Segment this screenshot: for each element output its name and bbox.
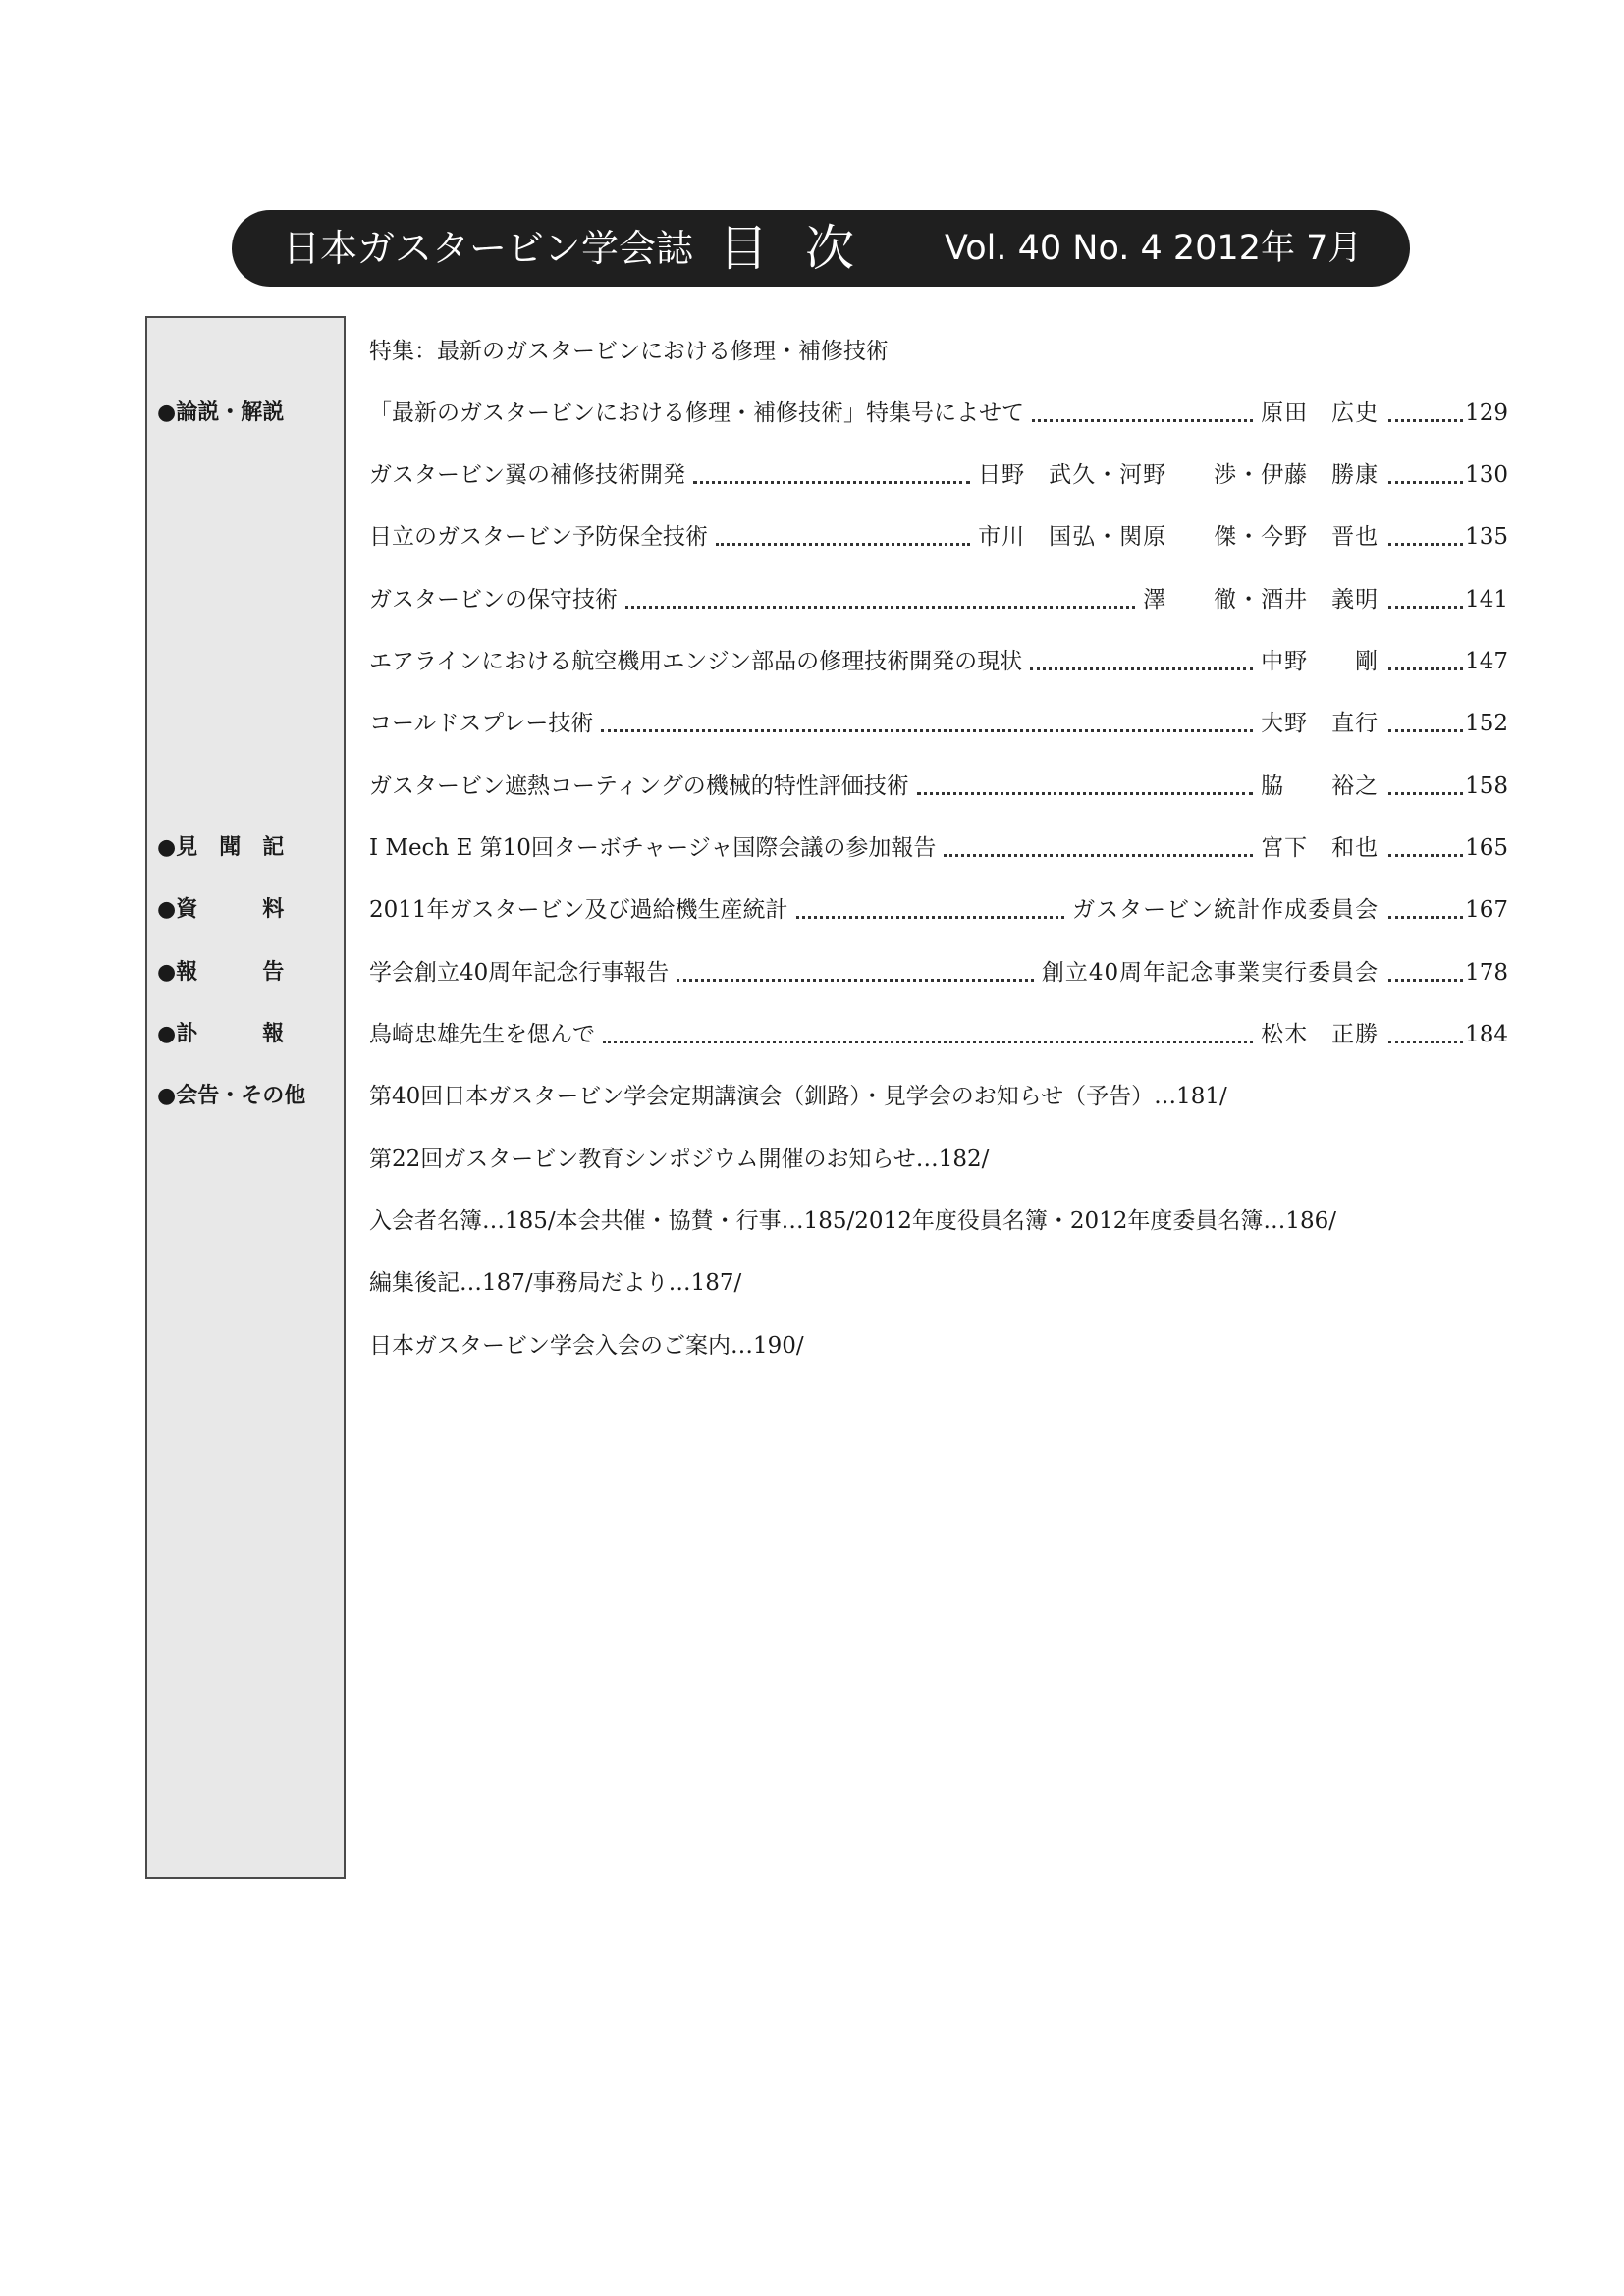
section-label-fuho: ●訃 報 xyxy=(157,1022,285,1046)
journal-title: 日本ガスタービン学会誌 xyxy=(283,227,694,270)
notice-item[interactable]: 日本ガスタービン学会入会のご案内…190/ xyxy=(369,1333,804,1359)
entry-page: 129 xyxy=(1465,400,1508,426)
dot-leader xyxy=(677,977,1034,982)
dot-leader xyxy=(1388,417,1463,422)
entry-title: 2011年ガスタービン及び過給機生産統計 xyxy=(369,897,788,923)
dot-leader xyxy=(1388,541,1463,546)
entry-title: 学会創立40周年記念行事報告 xyxy=(369,960,670,986)
entry-title: コールドスプレー技術 xyxy=(369,711,594,736)
entry-title: 鳥崎忠雄先生を偲んで xyxy=(369,1022,595,1047)
entry-author: 松木 正勝 xyxy=(1261,1022,1380,1047)
entry-author: 創立40周年記念事業実行委員会 xyxy=(1041,960,1380,986)
notice-item[interactable]: 第22回ガスタービン教育シンポジウム開催のお知らせ…182/ xyxy=(369,1147,990,1172)
bullet-icon: ● xyxy=(157,835,177,860)
dot-leader xyxy=(1388,666,1463,670)
dot-leader xyxy=(1388,479,1463,484)
entry-page: 135 xyxy=(1465,524,1508,550)
entry-title: エアラインにおける航空機用エンジン部品の修理技術開発の現状 xyxy=(369,649,1023,674)
entry-page: 130 xyxy=(1465,462,1508,488)
entry-page: 141 xyxy=(1465,587,1508,613)
toc-entry[interactable] xyxy=(369,1015,1508,1054)
notice-item[interactable]: 編集後記…187/事務局だより…187/ xyxy=(369,1270,742,1296)
entry-author: 原田 広史 xyxy=(1261,400,1380,426)
entry-author: 日野 武久・河野 渉・伊藤 勝康 xyxy=(978,462,1380,488)
section-label-shiryo: ●資 料 xyxy=(157,897,285,922)
entry-title: 日立のガスタービン予防保全技術 xyxy=(369,524,708,550)
entry-page: 178 xyxy=(1465,960,1508,986)
dot-leader xyxy=(1388,790,1463,795)
dot-leader xyxy=(603,1039,1253,1043)
toc-entry[interactable] xyxy=(369,394,1508,433)
entry-author: 澤 徹・酒井 義明 xyxy=(1143,587,1380,613)
toc-header-bar xyxy=(232,210,1410,287)
bullet-icon: ● xyxy=(157,1022,177,1046)
toc-entry[interactable] xyxy=(369,704,1508,743)
entry-page: 167 xyxy=(1465,897,1508,923)
dot-leader xyxy=(1032,417,1253,422)
dot-leader xyxy=(716,541,970,546)
toc-entry[interactable] xyxy=(369,767,1508,806)
dot-leader xyxy=(944,852,1253,857)
entry-page: 152 xyxy=(1465,711,1508,736)
dot-leader xyxy=(1388,1039,1463,1043)
feature-title: 特集：最新のガスタービンにおける修理・補修技術 xyxy=(369,339,889,364)
toc-entry[interactable] xyxy=(369,953,1508,992)
toc-entry[interactable] xyxy=(369,455,1508,495)
bullet-icon: ● xyxy=(157,897,177,922)
dot-leader xyxy=(1030,666,1253,670)
notice-item[interactable]: 第40回日本ガスタービン学会定期講演会（釧路）・見学会のお知らせ（予告）…181/ xyxy=(369,1084,1227,1109)
entry-author: 大野 直行 xyxy=(1261,711,1380,736)
section-label-kaikoku: ●会告・その他 xyxy=(157,1084,306,1108)
entry-author: 中野 剛 xyxy=(1261,649,1380,674)
dot-leader xyxy=(1388,727,1463,732)
toc-entry[interactable] xyxy=(369,890,1508,930)
entry-page: 158 xyxy=(1465,774,1508,799)
toc-entry[interactable] xyxy=(369,642,1508,681)
toc-entry[interactable] xyxy=(369,517,1508,557)
toc-entry[interactable] xyxy=(369,828,1508,868)
dot-leader xyxy=(1388,914,1463,919)
section-label-kenbunki: ●見 聞 記 xyxy=(157,835,285,860)
bullet-icon: ● xyxy=(157,1084,177,1108)
entry-author: ガスタービン統計作成委員会 xyxy=(1072,897,1380,923)
bullet-icon: ● xyxy=(157,400,177,425)
entry-page: 165 xyxy=(1465,835,1508,861)
entry-author: 宮下 和也 xyxy=(1261,835,1380,861)
toc-entry[interactable] xyxy=(369,580,1508,619)
entry-title: I Mech E 第10回ターボチャージャ国際会議の参加報告 xyxy=(369,835,937,861)
entry-title: ガスタービンの保守技術 xyxy=(369,587,618,613)
dot-leader xyxy=(1388,604,1463,609)
dot-leader xyxy=(1388,977,1463,982)
entry-page: 184 xyxy=(1465,1022,1508,1047)
entry-title: ガスタービン翼の補修技術開発 xyxy=(369,462,685,488)
section-label-ronsetsu: ●論説・解説 xyxy=(157,400,285,425)
dot-leader xyxy=(796,914,1065,919)
dot-leader xyxy=(625,604,1135,609)
dot-leader xyxy=(917,790,1253,795)
toc-heading: 目次 xyxy=(719,220,892,277)
notice-item[interactable]: 入会者名簿…185/本会共催・協賛・行事…185/2012年度役員名簿・2012年度委員名簿…186/ xyxy=(369,1208,1337,1234)
dot-leader xyxy=(693,479,970,484)
issue-info: Vol. 40 No. 4 2012年 7月 xyxy=(945,229,1363,268)
dot-leader xyxy=(601,727,1253,732)
bullet-icon: ● xyxy=(157,960,177,985)
section-label-hokoku: ●報 告 xyxy=(157,960,285,985)
dot-leader xyxy=(1388,852,1463,857)
entry-author: 脇 裕之 xyxy=(1261,774,1380,799)
entry-title: 「最新のガスタービンにおける修理・補修技術」特集号によせて xyxy=(369,400,1024,426)
entry-title: ガスタービン遮熱コーティングの機械的特性評価技術 xyxy=(369,774,909,799)
entry-author: 市川 国弘・関原 傑・今野 晋也 xyxy=(978,524,1380,550)
entry-page: 147 xyxy=(1465,649,1508,674)
